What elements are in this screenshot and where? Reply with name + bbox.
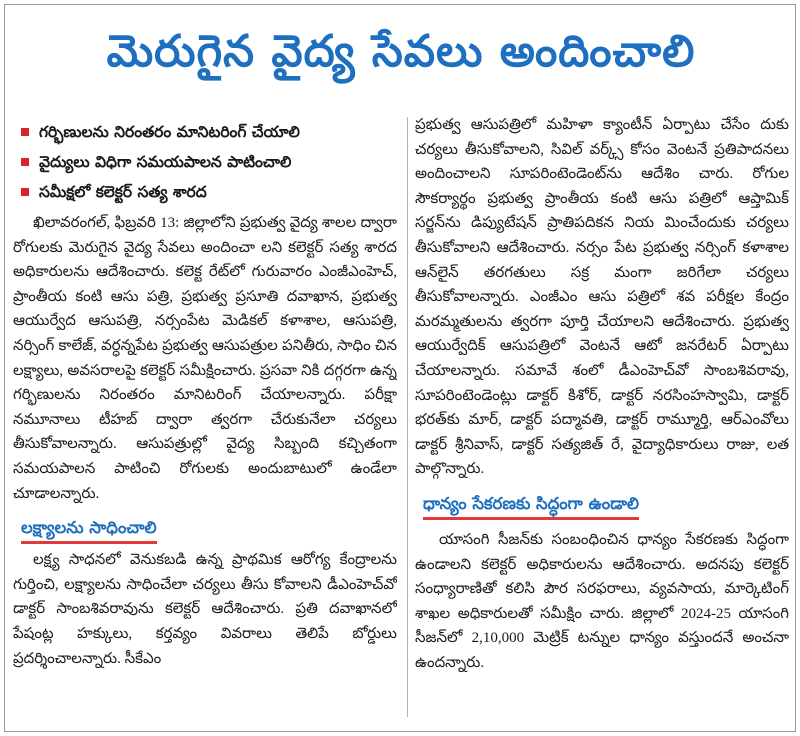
subheading: లక్ష్యాలను సాధించాలి bbox=[21, 516, 157, 544]
subheading: ధాన్యం సేకరణకు సిద్ధంగా ఉండాలి bbox=[423, 492, 639, 520]
column-divider bbox=[407, 117, 408, 717]
left-column bbox=[13, 109, 397, 729]
article-paragraph: ఖిలావరంగల్, ఫిబ్రవరి 13: జిల్లాలోని ప్రభుత్వ వైద్య శాలల ద్వారా రోగులకు మెరుగైన వైద్య సేవలు అందించా లని కలెక్టర్ సత్య శారద అధికారులను ఆదేశించారు. కలెక్ట రేట్‌లో గురువారం ఎంజీఎంహెచ్, ప్రాంతీయ కంటి ఆసు పత్రి, ప్రభుత్వ ప్రసూతి దవాఖాన, ప్రభుత్వ ఆయుర్వేద ఆసుపత్రి, నర్సంపేట మెడికల్ కళాశాల, ఆసుపత్రి, నర్సింగ్ కాలేజ్, వర్ధన్నపేట ప్రభుత్వ ఆసుపత్రుల పనితీరు, సాధిం చిన లక్ష్యాలు, అవసరాలపై కలెక్టర్ సమీక్షించారు. ప్రసవా నికి దగ్గరగా ఉన్న గర్భిణులను నిరంతరం మానిటరింగ్ చేయాలన్నారు. పరీక్షా నమూనాలు టీహబ్ ద్వారా త్వరగా చేరుకునేలా చర్యలు తీసుకోవాలన్నారు. ఆసుపత్రుల్లో వైద్య సిబ్బంది కచ్చితంగా సమయపాలన పాటించి రోగులకు అందుబాటులో ఉండేలా చూడాలన్నారు. bbox=[13, 215, 397, 502]
article-paragraph: యాసంగి సీజన్‌కు సంబంధించిన ధాన్యం సేకరణకు సిద్ధంగా ఉండాలని కలెక్టర్ అధికారులను ఆదేశించారు. అదనపు కలెక్టర్ సంధ్యారాణితో కలిసి పౌర సరఫరాలు, వ్యవసాయ, మార్కెటింగ్ శాఖల అధికారులతో సమీక్షిం చారు. జిల్లాలో 2024-25 యాసంగి సీజన్‌లో 2,10,000 మెట్రిక్ టన్నుల ధాన్యం వస్తుందనే అంచనా ఉందన్నారు. bbox=[415, 531, 789, 671]
square-bullet-icon bbox=[21, 188, 29, 196]
highlights-list bbox=[13, 121, 397, 203]
article-paragraph: లక్ష్య సాధనలో వెనుకబడి ఉన్న ప్రాథమిక ఆరోగ్య కేంద్రాలను గుర్తించి, లక్ష్యాలను సాధించేలా చర్యలు తీసు కోవాలని డీఎంహెచ్‌వో డాక్టర్ సాంబశివరావును కలెక్టర్ ఆదేశించారు. ప్రతి దవాఖానలో పేషంట్ల హక్కులు, కర్తవ్యం వివరాలు తెలిపే బోర్డులు ప్రదర్శించాలన్నారు. సీకేఎం bbox=[13, 552, 397, 667]
right-column bbox=[415, 109, 789, 729]
highlight-text: సమీక్షలో కలెక్టర్ సత్య శారద bbox=[39, 183, 207, 201]
highlight-item bbox=[13, 181, 397, 203]
article-paragraph: ప్రభుత్వ ఆసుపత్రిలో మహిళా క్యాంటీన్ ఏర్పాటు చేసేం దుకు చర్యలు తీసుకోవాలని, సివిల్ వర్క్స్ కోసం వెంటనే ప్రతిపాదనలు అందించాలని సూపరింటెండెంట్‌ను ఆదేశిం చారు. రోగుల సౌకర్యార్థం ప్రభుత్వ ప్రాంతీయ కంటి ఆసు పత్రిలో ఆప్తామిక్ సర్జన్‌ను డిప్యుటేషన్ ప్రాతిపదికన నియ మించేందుకు చర్యలు తీసుకోవాలని ఆదేశించారు. నర్సం పేట ప్రభుత్వ నర్సింగ్ కళాశాల ఆన్‌లైన్ తరగతులు సక్ర మంగా జరిగేలా చర్యలు తీసుకోవాలన్నారు. ఎంజీఎం ఆసు పత్రిలో శవ పరీక్షల కేంద్రం మరమ్మతులను త్వరగా పూర్తి చేయాలని ఆదేశించారు. ప్రభుత్వ ఆయుర్వేదిక్ ఆసుపత్రిలో వెంటనే ఆటో జనరేటర్ ఏర్పాటు చేయాలన్నారు. సమావే శంలో డీఎంహెచ్‌వో సాంబశివరావు, సూపరింటెండెంట్లు డాక్టర్ కిశోర్, డాక్టర్ నరసింహస్వామి, డాక్టర్ భరత్‌కు మార్, డాక్టర్ పద్మావతి, డాక్టర్ రామ్మూర్తి, ఆర్ఎంవోలు డాక్టర్ శ్రీనివాస్, డాక్టర్ సత్యజిత్ రే, వైద్యాధికారులు రాజు, లత పాల్గొన్నారు. bbox=[415, 117, 789, 478]
highlight-text: వైద్యులు విధిగా సమయపాలన పాటించాలి bbox=[39, 153, 292, 171]
newspaper-clipping bbox=[4, 4, 796, 732]
highlight-item bbox=[13, 151, 397, 173]
headline: మెరుగైన వైద్య సేవలు అందించాలి bbox=[106, 26, 696, 77]
square-bullet-icon bbox=[21, 158, 29, 166]
square-bullet-icon bbox=[21, 128, 29, 136]
highlight-text: గర్భిణులను నిరంతరం మానిటరింగ్ చేయాలి bbox=[39, 123, 300, 141]
highlight-item bbox=[13, 121, 397, 143]
